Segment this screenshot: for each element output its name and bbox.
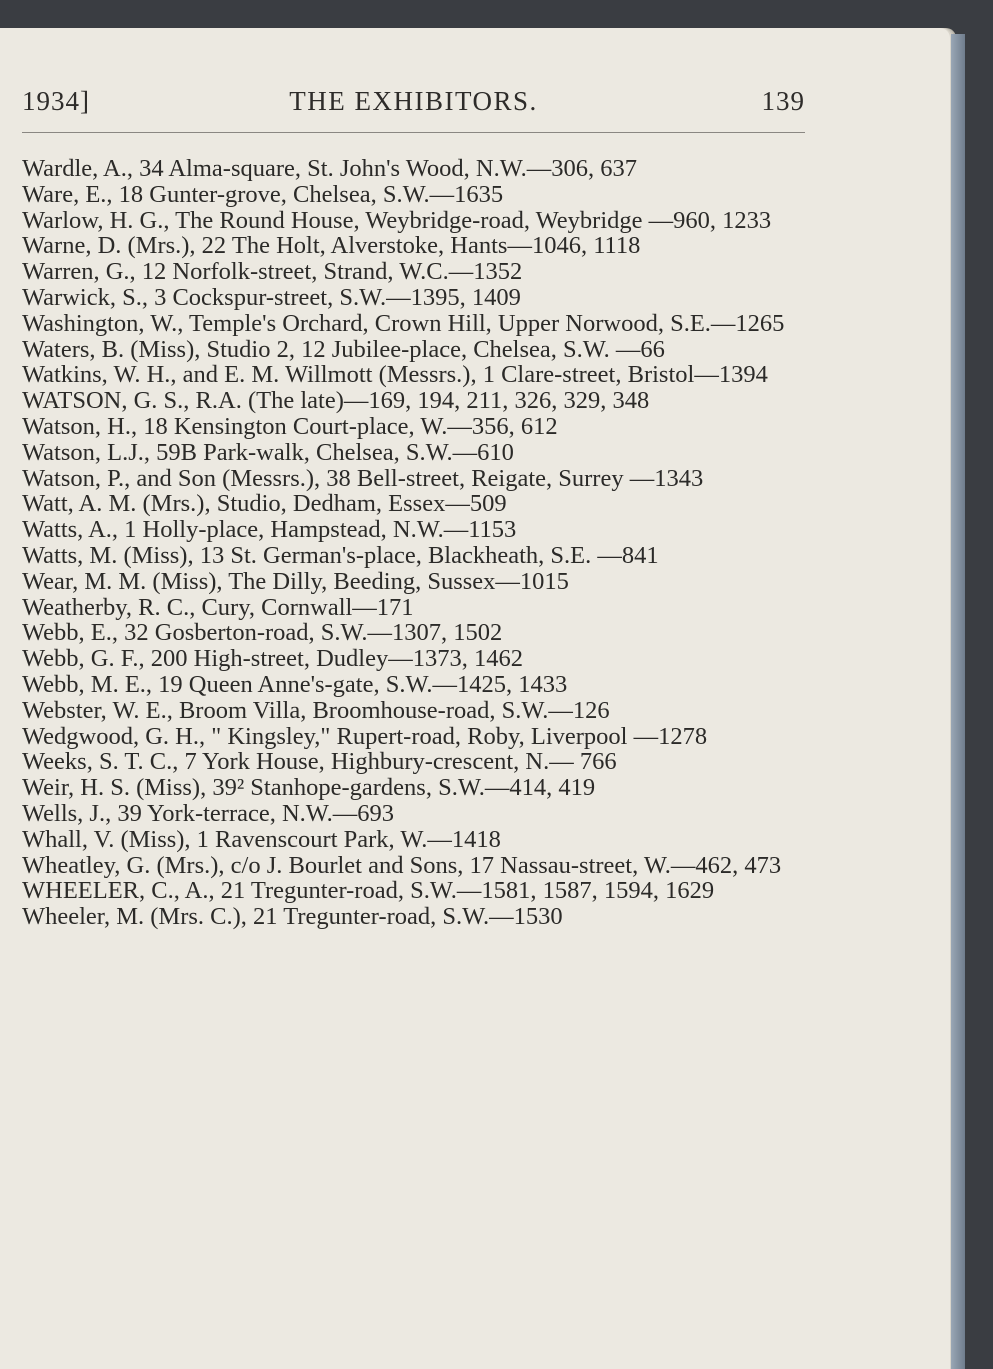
header-year: 1934] — [22, 86, 90, 116]
list-item: Watts, M. (Miss), 13 St. German's-place, Blackheath, S.E. —841 — [22, 541, 659, 569]
list-item: Wardle, A., 34 Alma-square, St. John's Wood, N.W.—306, 637 — [22, 155, 637, 182]
list-item: Watson, P., and Son (Messrs.), 38 Bell-street, Reigate, Surrey —1343 — [22, 464, 704, 492]
list-item: Webb, M. E., 19 Queen Anne's-gate, S.W.—1425, 1433 — [22, 670, 568, 698]
list-item: Webster, W. E., Broom Villa, Broomhouse-road, S.W.—126 — [22, 696, 610, 724]
list-item: Weatherby, R. C., Cury, Cornwall—171 — [22, 593, 414, 621]
book-edge — [951, 34, 965, 1369]
list-item: Wells, J., 39 York-terrace, N.W.—693 — [22, 799, 395, 827]
list-item: Watts, A., 1 Holly-place, Hampstead, N.W.—1153 — [22, 516, 517, 544]
list-item: Weeks, S. T. C., 7 York House, Highbury-crescent, N.— 766 — [22, 748, 617, 776]
list-item: Warne, D. (Mrs.), 22 The Holt, Alverstoke, Hants—1046, 1118 — [22, 232, 641, 260]
list-item: Waters, B. (Miss), Studio 2, 12 Jubilee-place, Chelsea, S.W. —66 — [22, 335, 665, 363]
list-item: Washington, W., Temple's Orchard, Crown Hill, Upper Norwood, S.E.—1265 — [22, 309, 785, 337]
header-rule — [22, 132, 805, 133]
list-item: WATSON, G. S., R.A. (The late)—169, 194, 211, 326, 329, 348 — [22, 387, 650, 415]
list-item: Watson, H., 18 Kensington Court-place, W.—356, 612 — [22, 412, 558, 440]
list-item: Webb, G. F., 200 High-street, Dudley—1373, 1462 — [22, 645, 523, 673]
list-item: Watkins, W. H., and E. M. Willmott (Messrs.), 1 Clare-street, Bristol—1394 — [22, 361, 768, 389]
list-item: Warlow, H. G., The Round House, Weybridge-road, Weybridge —960, 1233 — [22, 206, 772, 234]
list-item: Warwick, S., 3 Cockspur-street, S.W.—1395, 1409 — [22, 283, 521, 311]
list-item: Whall, V. (Miss), 1 Ravenscourt Park, W.—1418 — [22, 825, 501, 853]
list-item: Watt, A. M. (Mrs.), Studio, Dedham, Essex—509 — [22, 490, 507, 518]
list-item: Wedgwood, G. H., " Kingsley," Rupert-road, Roby, Liverpool —1278 — [22, 722, 708, 750]
list-item: Weir, H. S. (Miss), 39² Stanhope-gardens, S.W.—414, 419 — [22, 774, 596, 802]
list-item: Ware, E., 18 Gunter-grove, Chelsea, S.W.—1635 — [22, 180, 504, 208]
list-item: Wheatley, G. (Mrs.), c/o J. Bourlet and Sons, 17 Nassau-street, W.—462, 473 — [22, 851, 782, 879]
page-number: 139 — [761, 86, 805, 116]
list-item: WHEELER, C., A., 21 Tregunter-road, S.W.—1581, 1587, 1594, 1629 — [22, 877, 715, 905]
exhibitor-list — [22, 156, 810, 930]
header-title: THE EXHIBITORS. — [289, 86, 538, 116]
list-item: Webb, E., 32 Gosberton-road, S.W.—1307, 1502 — [22, 619, 503, 647]
running-header — [22, 86, 805, 120]
list-item: Warren, G., 12 Norfolk-street, Strand, W.C.—1352 — [22, 258, 523, 286]
list-item: Wear, M. M. (Miss), The Dilly, Beeding, Sussex—1015 — [22, 567, 569, 595]
list-item: Wheeler, M. (Mrs. C.), 21 Tregunter-road, S.W.—1530 — [22, 903, 563, 931]
list-item: Watson, L.J., 59B Park-walk, Chelsea, S.W.—610 — [22, 438, 514, 466]
